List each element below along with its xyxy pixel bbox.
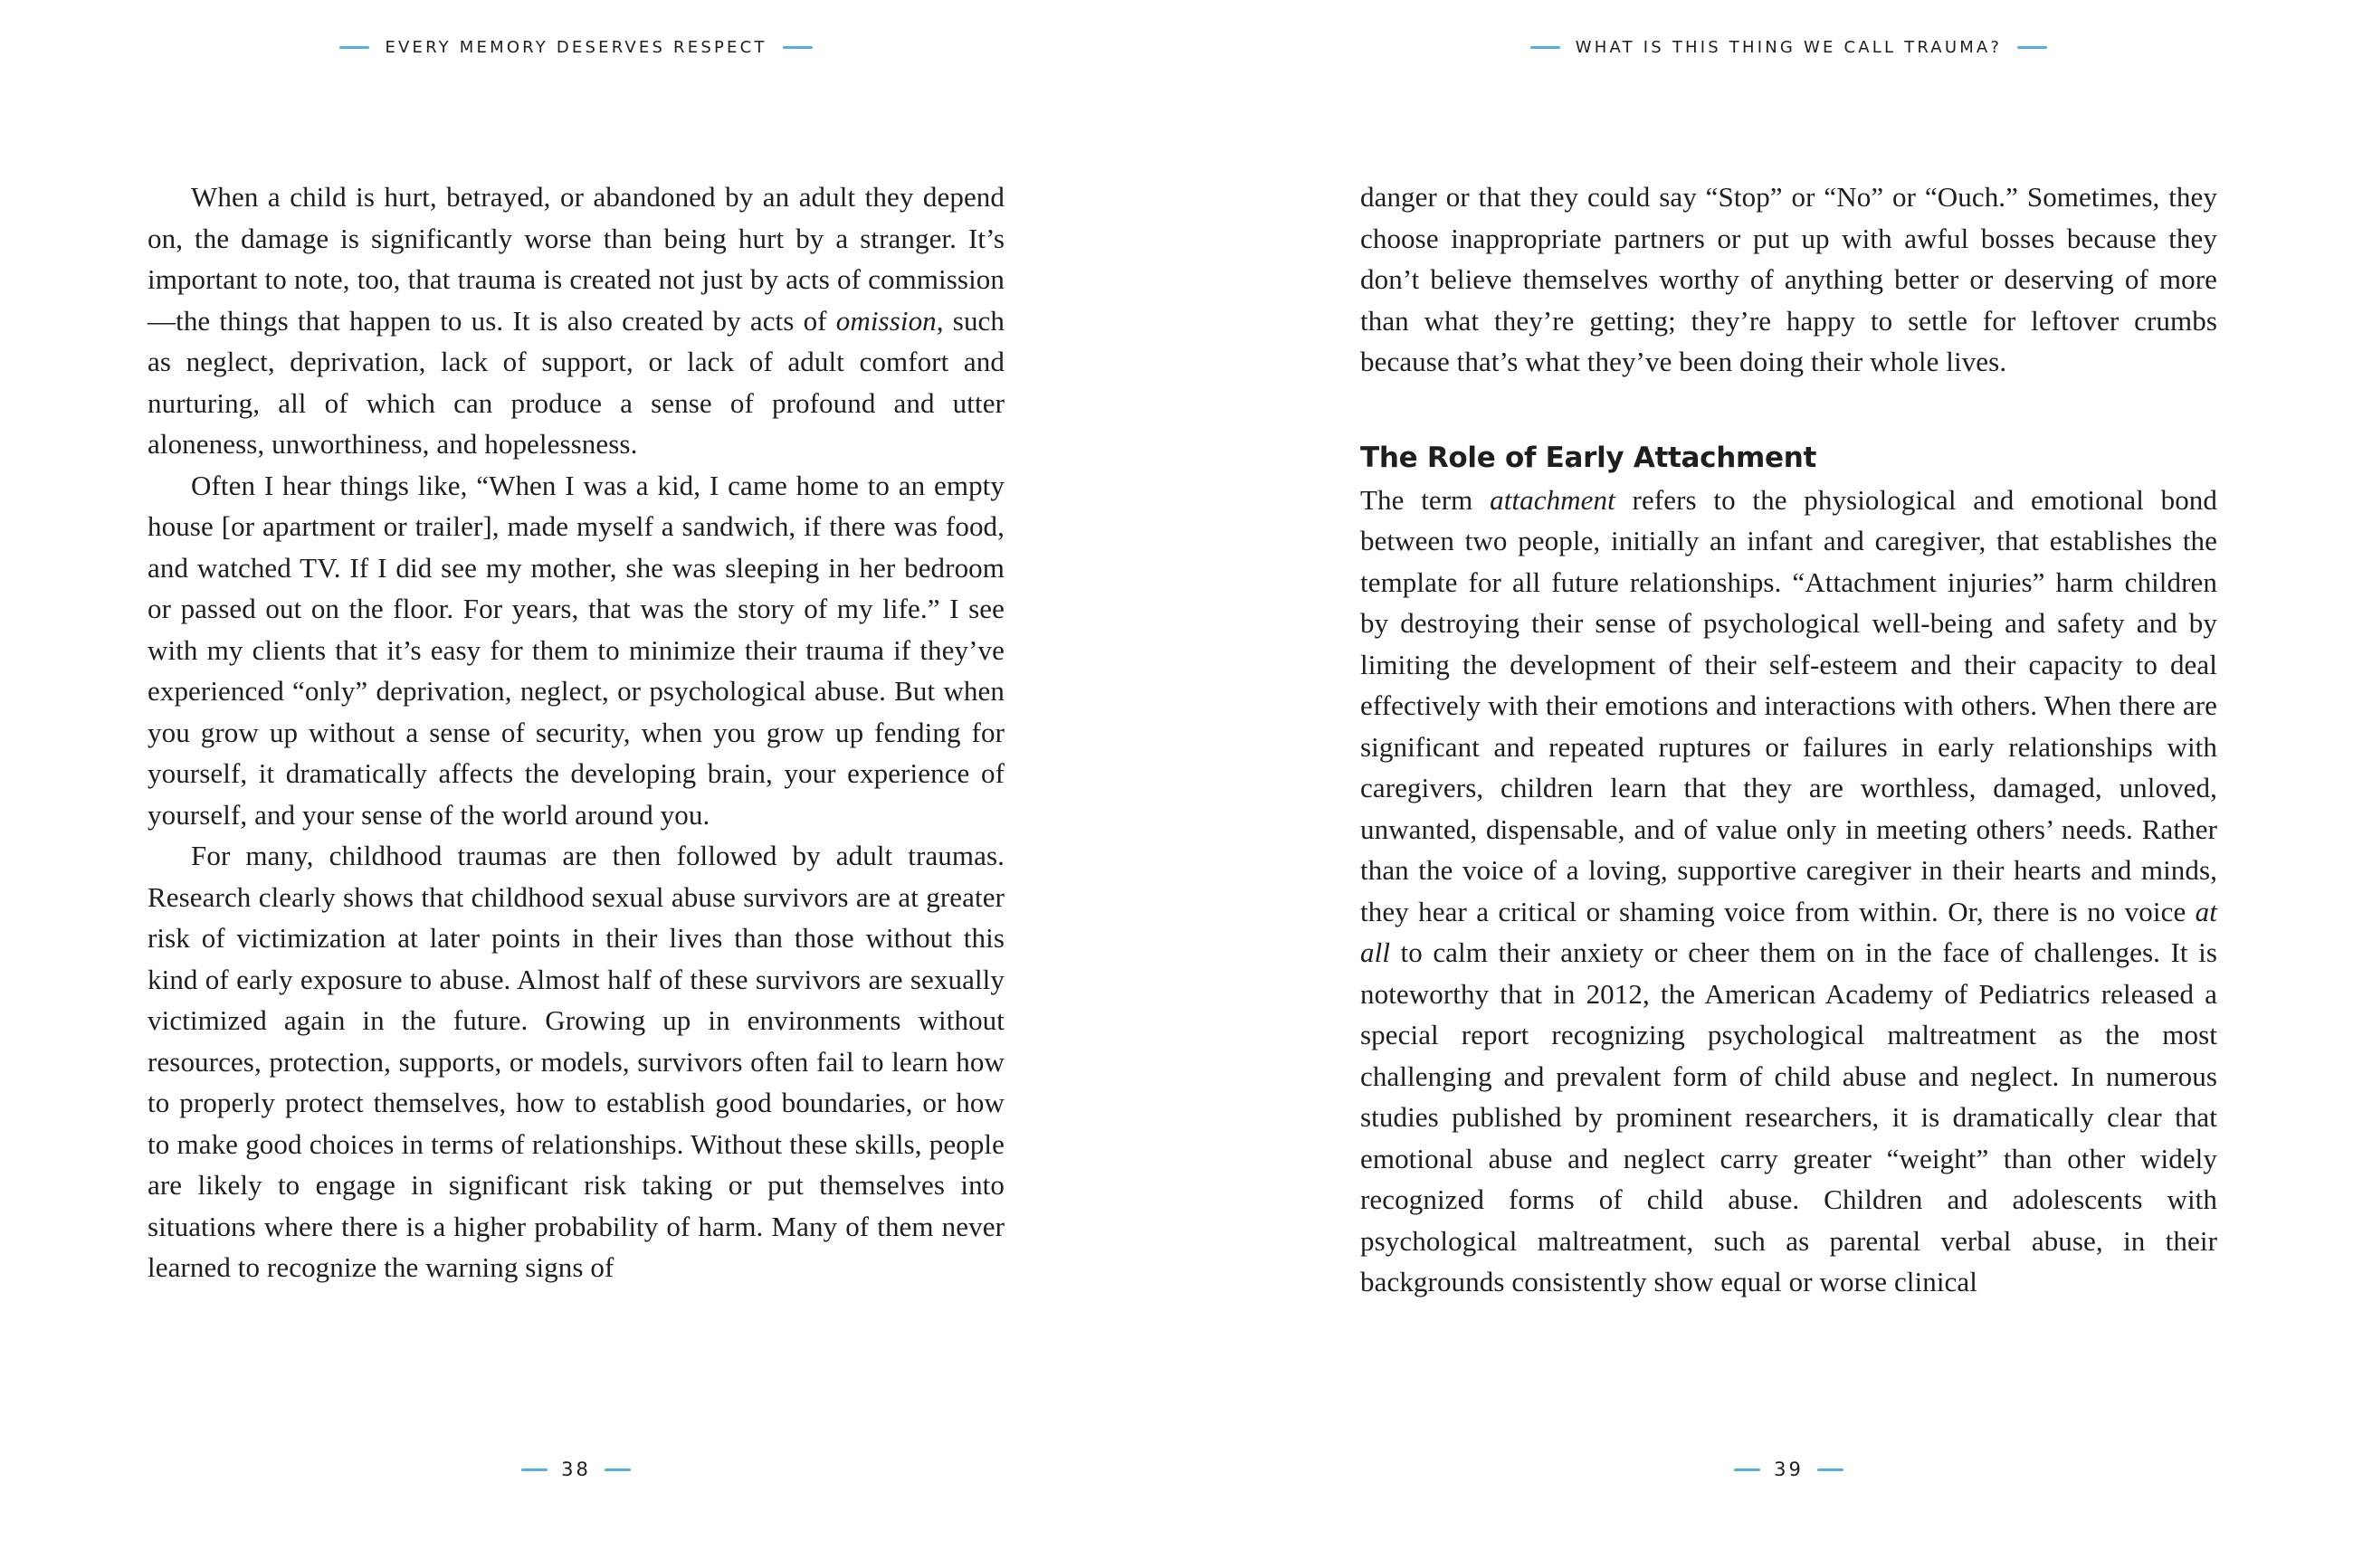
body-text: refers to the physiological and emotional bond between two people, initially an infant and caregiver, that establishes the template for all future relationships. “Attachment injuries” harm children by destroying their sense of psychological well-being and safety and by limiting the development of their self-esteem and their capacity to deal effectively with their emotions and interactions with others. When there are significant and repeated ruptures or failures in early relationships with caregivers, children learn that they are worthless, damaged, unloved, unwanted, dispensable, and of value only in meeting others’ needs. Rather than the voice of a loving, supportive caregiver in their hearts and minds, they hear a critical or shaming voice from within. Or, there is no voice (1360, 483, 2217, 927)
italic-text: attachment (1490, 483, 1615, 516)
body-text: such as neglect, deprivation, lack of support, or lack of adult comfort and nurturing, all of which can produce a sense of profound and utter aloneness, unworthiness, and hopelessness. (148, 304, 1005, 460)
italic-text: omission, (835, 304, 944, 337)
running-head-rule-left-icon (1530, 46, 1560, 49)
body-text: When a child is hurt, betrayed, or abandoned by an adult they depend on, the damage is significantly worse than being hurt by a stranger. It’s important to note, too, that trauma is created not just by acts of commission—the things that happen to us. It is also created by acts of (148, 181, 1005, 337)
italic-text: at all (1360, 895, 2217, 968)
running-head-left (148, 38, 1005, 57)
section-heading: The Role of Early Attachment (1360, 441, 1817, 474)
page-number: 39 (1774, 1459, 1804, 1480)
body-paragraph (148, 835, 1005, 1288)
running-head-rule-right-icon (2017, 46, 2047, 49)
footer-rule-left-icon (521, 1468, 548, 1471)
page-right (1176, 0, 2353, 1568)
body-text: The term (1360, 483, 1491, 516)
running-head-title: WHAT IS THIS THING WE CALL TRAUMA? (1575, 38, 2003, 57)
page-left (0, 0, 1176, 1568)
page-footer-right (1360, 1459, 2217, 1480)
body-paragraph (148, 465, 1005, 836)
running-head-title: EVERY MEMORY DESERVES RESPECT (385, 38, 767, 57)
running-head-right (1360, 38, 2217, 57)
running-head-rule-left-icon (339, 46, 369, 49)
body-text: danger or that they could say “Stop” or “No” or “Ouch.” Sometimes, they choose inappropriate partners or put up with awful bosses because they don’t believe themselves worthy of anything better or deserving of more than what they’re getting; they’re happy to settle for leftover crumbs because that’s what they’ve been doing their whole lives. (1360, 181, 2217, 377)
text-column-right (1360, 176, 2217, 1303)
footer-rule-right-icon (1817, 1468, 1843, 1471)
body-text: to calm their anxiety or cheer them on in the face of challenges. It is noteworthy that in 2012, the American Academy of Pediatrics released a special report recognizing psychological maltreatment as the most challenging and prevalent form of child abuse and neglect. In numerous studies published by prominent researchers, it is dramatically clear that emotional abuse and neglect carry greater “weight” than other widely recognized forms of child abuse. Children and adolescents with psychological maltreatment, such as parental verbal abuse, in their backgrounds consistently show equal or worse clinical (1360, 936, 2217, 1297)
text-column-left (148, 176, 1005, 1288)
body-text: Often I hear things like, “When I was a kid, I came home to an empty house [or apartment or trailer], made myself a sandwich, if there was food, and watched TV. If I did see my mother, she was sleeping in her bedroom or passed out on the floor. For years, that was the story of my life.” I see with my clients that it’s easy for them to minimize their trauma if they’ve experienced “only” deprivation, neglect, or psychological abuse. But when you grow up without a sense of security, when you grow up fending for yourself, it dramatically affects the developing brain, your experience of yourself, and your sense of the world around you. (148, 469, 1005, 831)
body-paragraph (148, 176, 1005, 465)
body-paragraph (1360, 176, 2217, 383)
body-paragraph (1360, 480, 2217, 1303)
footer-rule-right-icon (605, 1468, 631, 1471)
body-text: For many, childhood traumas are then followed by adult traumas. Research clearly shows that childhood sexual abuse survivors are at greater risk of victimization at later points in their lives than those without this kind of early exposure to abuse. Almost half of these survivors are sexually victimized again in the future. Growing up in environments without resources, protection, supports, or models, survivors often fail to learn how to properly protect themselves, how to establish good boundaries, or how to make good choices in terms of relationships. Without these skills, people are likely to engage in significant risk taking or put themselves into situations where there is a higher probability of harm. Many of them never learned to recognize the warning signs of (148, 840, 1005, 1283)
page-number: 38 (561, 1459, 591, 1480)
page-footer-left (148, 1459, 1005, 1480)
footer-rule-left-icon (1734, 1468, 1760, 1471)
running-head-rule-right-icon (783, 46, 813, 49)
